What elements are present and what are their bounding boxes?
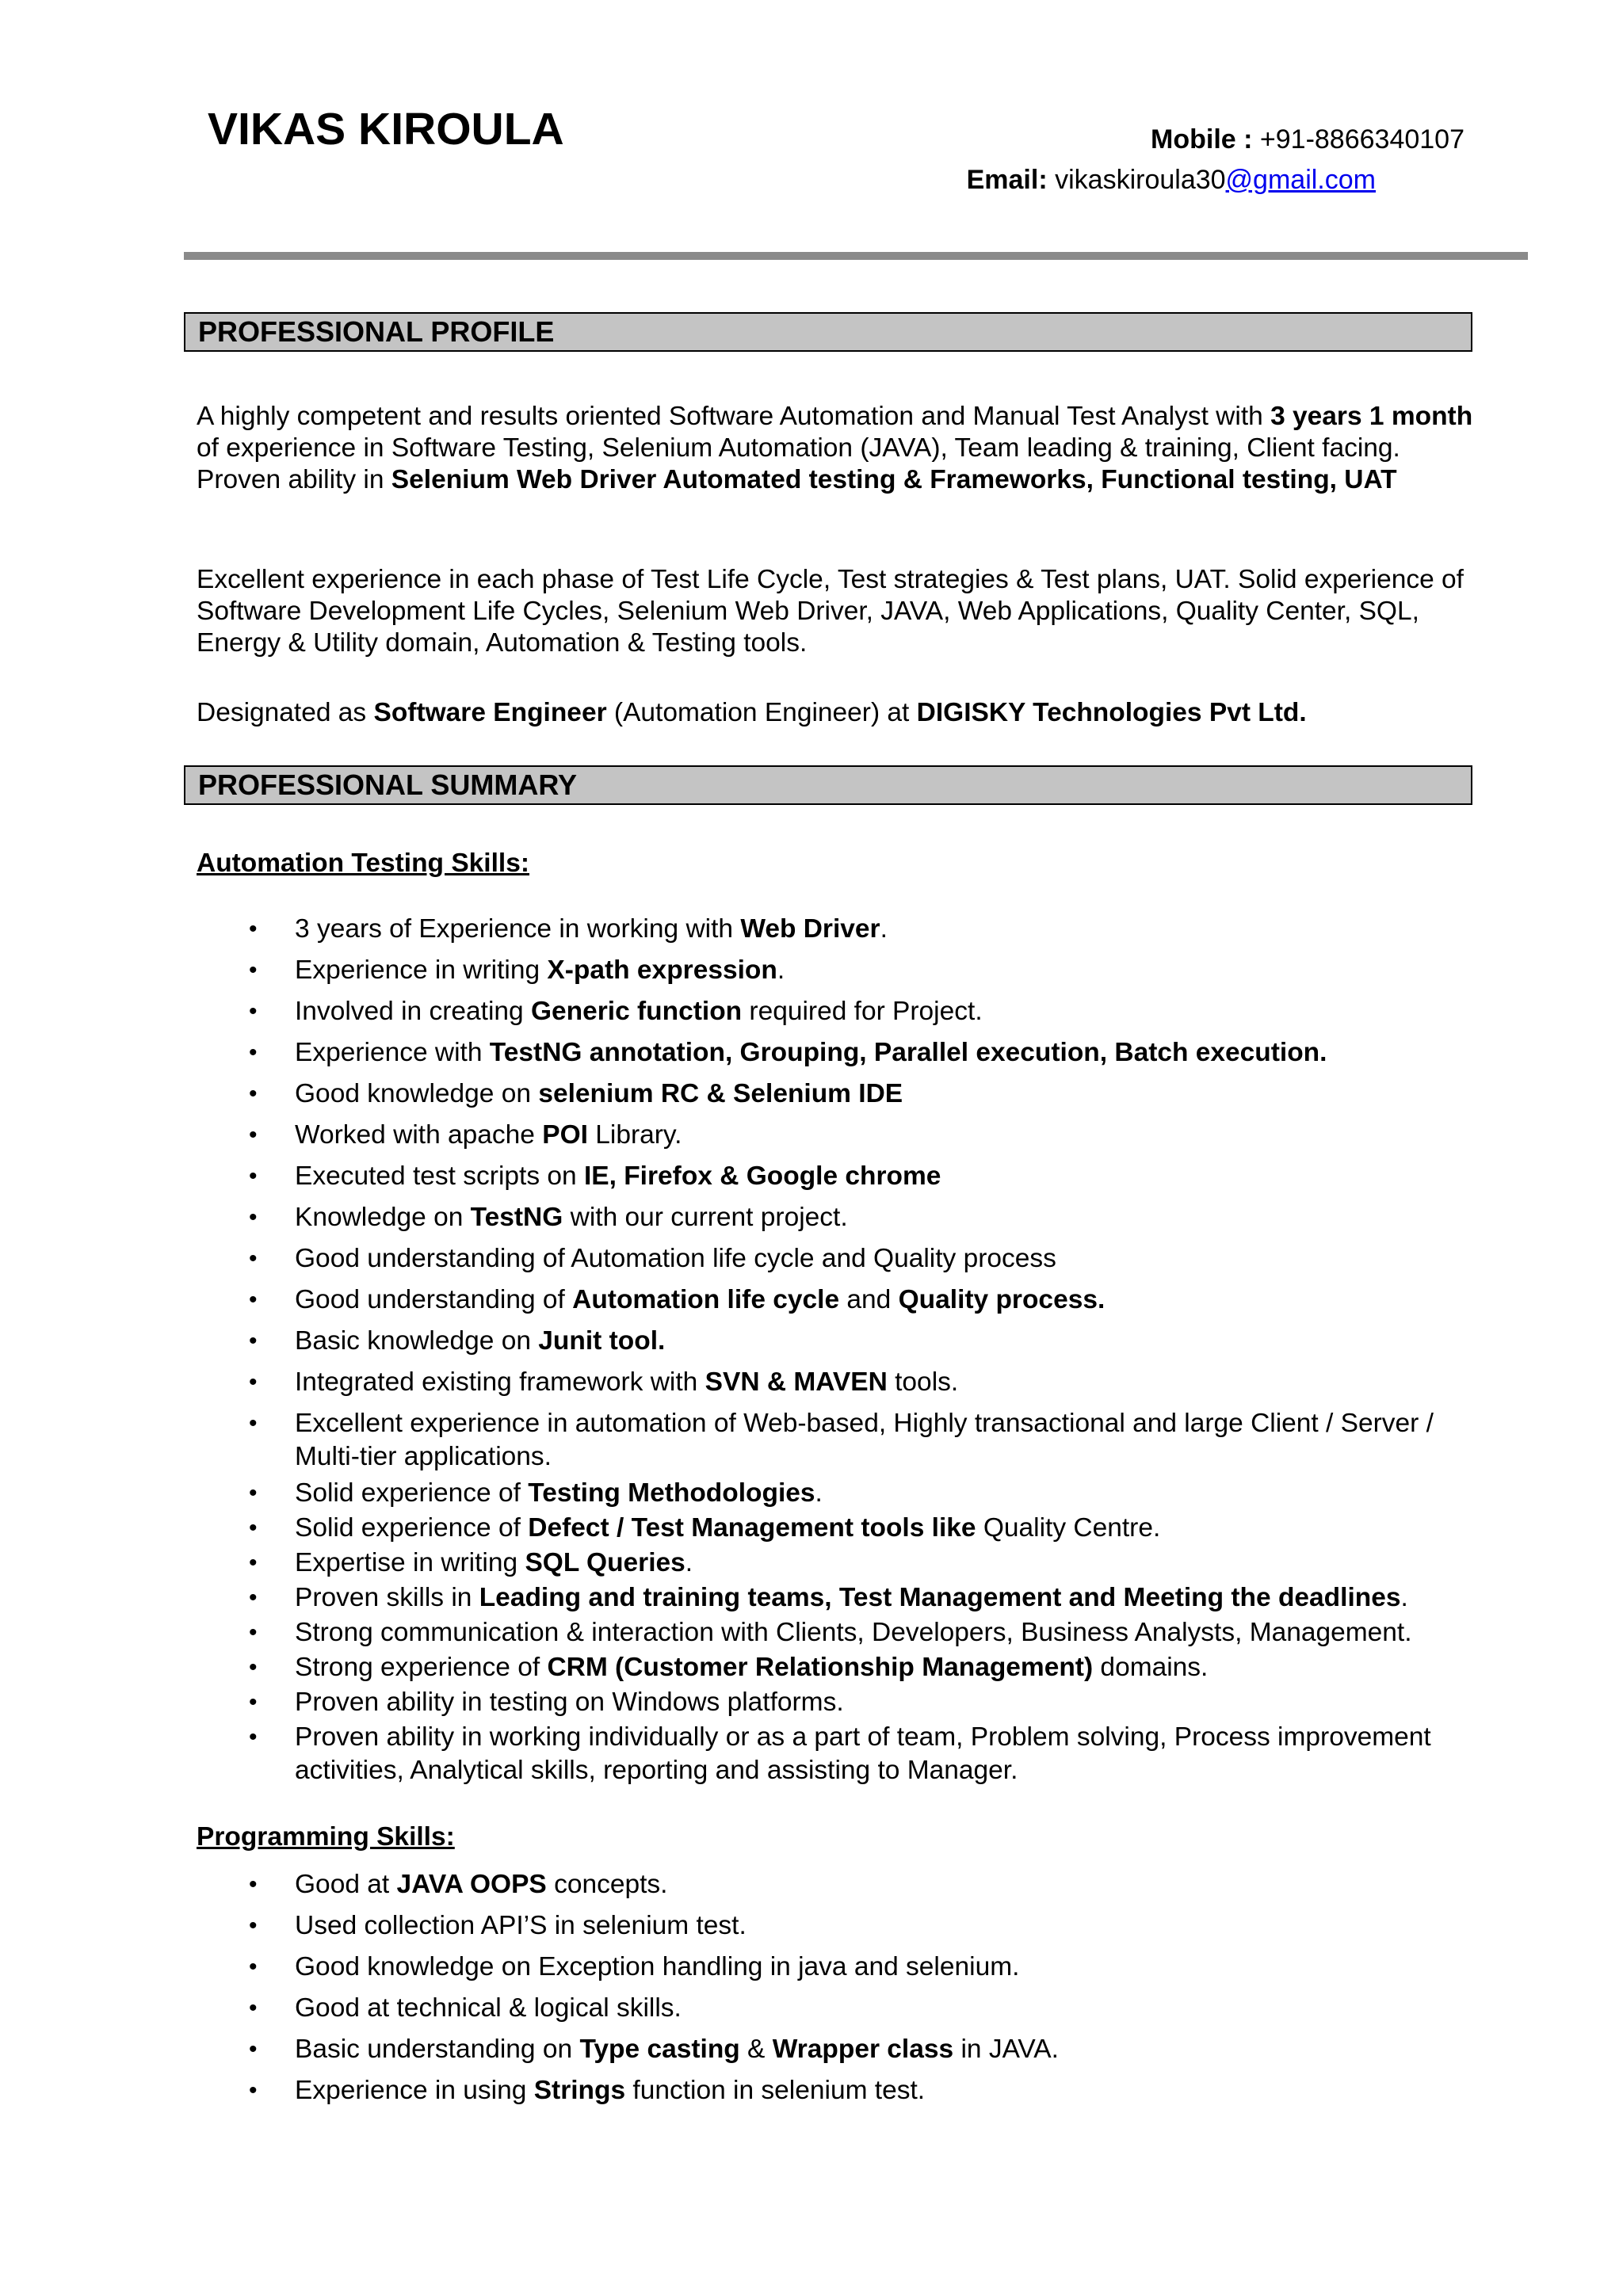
text-run: Excellent experience in automation of Web-based, Highly transactional and large Client / Server / Multi-tier applications. [295,1409,1434,1471]
text-run: Knowledge on [295,1203,471,1232]
text-run: Experience in using [295,2076,534,2105]
bold-text: TestNG annotation, Grouping, Parallel execution, Batch execution. [489,1038,1327,1067]
bullet-icon: • [249,1328,258,1354]
text-run: & [739,2035,773,2064]
list-item-text [295,1077,1484,1111]
bullet-icon: • [249,1480,258,1506]
bold-text: Web Driver [740,914,880,944]
text-run: Proven ability in testing on Windows platforms. [295,1688,844,1717]
text-run: . [777,955,785,985]
text-run: Library. [587,1120,682,1150]
text-run: domains. [1093,1653,1209,1682]
text-run: Designated as [197,698,374,727]
section-heading-summary: PROFESSIONAL SUMMARY [184,765,1472,805]
list-item-text [295,1547,1484,1580]
bullet-icon: • [249,1287,258,1313]
bold-text: Generic function [530,997,743,1026]
text-run: . [1400,1583,1408,1612]
list-item-text [295,954,1484,987]
bullet-icon: • [249,1039,258,1066]
list-item-text [295,1477,1484,1510]
text-run: Good knowledge on [295,1079,539,1108]
bold-text: IE, Firefox & Google chrome [583,1161,941,1191]
bullet-icon: • [249,998,258,1024]
email-link[interactable]: @gmail.com [1225,165,1376,195]
bullet-icon: • [249,1081,258,1107]
bold-text: DIGISKY Technologies Pvt Ltd. [916,698,1307,727]
bold-text: X-path expression [547,955,777,985]
bold-text: SQL Queries [525,1548,685,1577]
text-run: Experience in writing [295,955,548,985]
bullet-icon: • [249,1913,258,1939]
list-item-text [295,1119,1484,1152]
bullet-icon: • [249,1550,258,1576]
bullet-icon: • [249,916,258,942]
list-item-text [295,1721,1484,1787]
list-item-text [295,1512,1484,1545]
text-run: concepts. [546,1870,668,1899]
text-run: Involved in creating [295,997,531,1026]
bullet-icon: • [249,1515,258,1541]
bullet-icon: • [249,1954,258,1980]
bullet-icon: • [249,1619,258,1646]
text-run: Strong communication & interaction with Clients, Developers, Business Analysts, Management. [295,1618,1412,1647]
text-run: Experience with [295,1038,490,1067]
list-item-text [295,1201,1484,1234]
bullet-icon: • [249,1204,258,1230]
text-run: Worked with apache [295,1120,543,1150]
list-item-text [295,1581,1484,1615]
bold-text: Strings [533,2076,626,2105]
text-run: Good understanding of [295,1285,573,1314]
bullet-icon: • [249,1995,258,2021]
email-user: vikaskiroula30 [1047,165,1226,195]
bullet-icon: • [249,1724,258,1750]
programming-skills-heading: Programming Skills: [197,1822,455,1852]
bold-text: selenium RC & Selenium IDE [538,1079,903,1108]
text-run: 3 years of Experience in working with [295,914,741,944]
bold-text: Leading and training teams, Test Management and Meeting the deadlines [479,1583,1401,1612]
list-item-text [295,1242,1484,1276]
text-run: (Automation Engineer) at [606,698,917,727]
mobile-label: Mobile : [1151,124,1253,154]
bold-text: JAVA OOPS [396,1870,547,1899]
text-run: Good knowledge on Exception handling in java and selenium. [295,1952,1020,1981]
list-item-text [295,1651,1484,1684]
list-item-text [295,1160,1484,1193]
text-run: in JAVA. [953,2035,1059,2064]
profile-paragraph-3 [197,697,1480,729]
text-run: Executed test scripts on [295,1161,584,1191]
bullet-icon: • [249,957,258,983]
bullet-icon: • [249,1585,258,1611]
text-run: Solid experience of [295,1478,529,1508]
text-run: Used collection API’S in selenium test. [295,1911,747,1940]
text-run: with our current project. [563,1203,848,1232]
list-item-text [295,1325,1484,1358]
text-run: tools. [887,1367,959,1397]
bold-text: Testing Methodologies [528,1478,815,1508]
bold-text: Selenium Web Driver Automated testing & Frameworks, Functional testing, UAT [391,465,1397,494]
text-run: Good at [295,1870,397,1899]
bold-text: Junit tool. [538,1326,666,1356]
bold-text: Defect / Test Management tools like [528,1513,976,1543]
list-item-text [295,2033,1484,2066]
text-run: and [839,1285,899,1314]
text-run: A highly competent and results oriented Software Automation and Manual Test Analyst with [197,402,1271,431]
list-item-text [295,1868,1484,1901]
bullet-icon: • [249,1369,258,1395]
text-run: . [685,1548,693,1577]
bullet-icon: • [249,1871,258,1897]
bullet-icon: • [249,2036,258,2062]
text-run: Good at technical & logical skills. [295,1993,682,2023]
list-item-text [295,1407,1484,1474]
text-run: Solid experience of [295,1513,529,1543]
bullet-icon: • [249,1689,258,1715]
text-run: . [815,1478,823,1508]
list-item-text [295,1909,1484,1943]
header-divider [184,252,1528,260]
list-item-text [295,1951,1484,1984]
bold-text: SVN & MAVEN [705,1367,888,1397]
text-run: of experience in Software Testing, Selenium Automation (JAVA), Team leading & training, Client facing. Proven ability in [197,433,1400,494]
text-run: Integrated existing framework with [295,1367,705,1397]
mobile-contact [1151,124,1465,155]
bold-text: Type casting [579,2035,740,2064]
text-run: required for Project. [742,997,983,1026]
bullet-icon: • [249,1245,258,1272]
list-item-text [295,913,1484,946]
bold-text: Automation life cycle [572,1285,840,1314]
text-run: Expertise in writing [295,1548,525,1577]
bold-text: Wrapper class [772,2035,954,2064]
bullet-icon: • [249,1163,258,1189]
bold-text: 3 years 1 month [1270,402,1473,431]
bold-text: CRM (Customer Relationship Management) [547,1653,1094,1682]
bold-text: POI [542,1120,588,1150]
bold-text: Software Engineer [373,698,607,727]
bullet-icon: • [249,1122,258,1148]
list-item-text [295,1616,1484,1650]
bullet-icon: • [249,1410,258,1436]
list-item-text [295,995,1484,1028]
email-label: Email: [966,165,1048,195]
text-run: Basic understanding on [295,2035,580,2064]
bold-text: Quality process. [898,1285,1106,1314]
list-item-text [295,1283,1484,1317]
text-run: Good understanding of Automation life cycle and Quality process [295,1244,1056,1273]
automation-skills-heading: Automation Testing Skills: [197,849,530,878]
section-heading-profile: PROFESSIONAL PROFILE [184,312,1472,352]
text-run: . [880,914,888,944]
text-run: Excellent experience in each phase of Test Life Cycle, Test strategies & Test plans, UAT. Solid experience of Software Development Life Cycles, Selenium Web Driver, JAVA, Web Applications, Quality Center, SQL, Energy & Utility domain, Automation & Testing tools. [197,565,1464,658]
text-run: Proven ability in working individually or as a part of team, Problem solving, Process improvement activities, Analytical skills, reporting and assisting to Manager. [295,1722,1431,1785]
list-item-text [295,1686,1484,1719]
bold-text: TestNG [470,1203,563,1232]
list-item-text [295,1036,1484,1070]
bullet-icon: • [249,2077,258,2103]
text-run: Proven skills in [295,1583,479,1612]
email-contact [967,165,1376,196]
list-item-text [295,1366,1484,1399]
profile-paragraph-1 [197,401,1480,496]
bullet-icon: • [249,1654,258,1680]
mobile-number: +91-8866340107 [1252,124,1465,154]
list-item-text [295,2074,1484,2107]
candidate-name: VIKAS KIROULA [208,104,564,154]
text-run: Strong experience of [295,1653,548,1682]
text-run: Basic knowledge on [295,1326,539,1356]
profile-paragraph-2 [197,564,1480,659]
text-run: Quality Centre. [976,1513,1161,1543]
text-run: function in selenium test. [625,2076,926,2105]
list-item-text [295,1992,1484,2025]
